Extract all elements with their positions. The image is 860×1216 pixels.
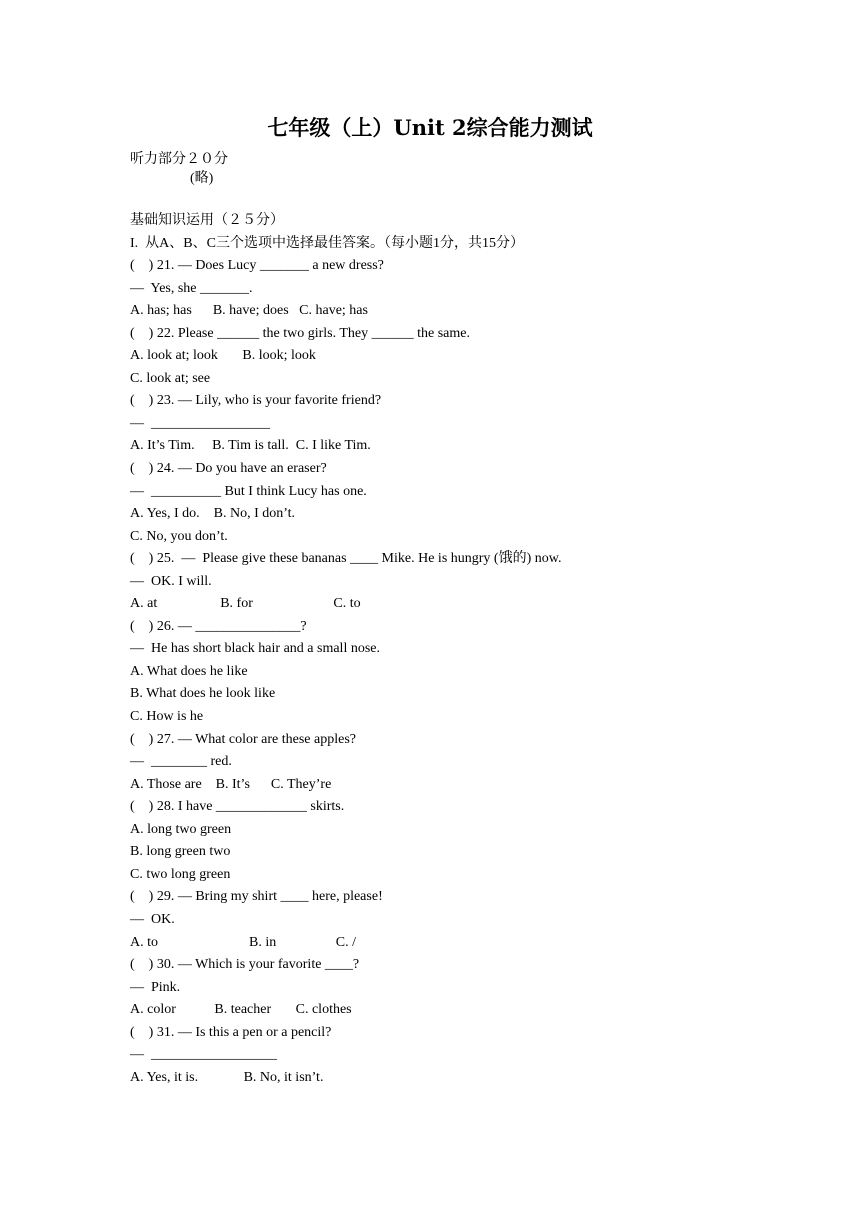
question-reply: — Pink. [130,979,181,995]
question-options: A. Those are B. It’s C. They’re [130,776,332,792]
question-options: B. What does he look like [130,686,276,702]
question [130,323,770,391]
blank-spacer [130,188,770,210]
question-reply: — OK. [130,911,175,927]
question-options: A. Yes, it is. B. No, it isn’t. [130,1069,324,1085]
question-options: A. to B. in C. / [130,934,356,950]
question-options: A. color B. teacher C. clothes [130,1002,352,1018]
question [130,616,770,729]
question-reply: — OK. I will. [130,573,212,589]
question [130,255,770,323]
page-title: 七年级（上）Unit 2综合能力测试 [267,115,593,140]
listening-header: 听力部分２０分 [130,152,228,167]
question-options: A. What does he like [130,663,248,679]
question-reply: — __________ But I think Lucy has one. [130,483,367,499]
question-options: A. at B. for C. to [130,596,361,612]
question-stem: ( ) 22. Please ______ the two girls. They ______ the same. [130,325,470,341]
question-stem: ( ) 21. — Does Lucy _______ a new dress? [130,258,384,274]
question-stem: ( ) 29. — Bring my shirt ____ here, please! [130,889,383,905]
listening-note: (略) [190,171,214,186]
question-stem: ( ) 31. — Is this a pen or a pencil? [130,1024,332,1040]
question [130,548,770,616]
question-reply: — Yes, she _______. [130,280,253,296]
question [130,886,770,954]
question-stem: ( ) 28. I have _____________ skirts. [130,799,345,815]
question [130,458,770,548]
question-stem: ( ) 27. — What color are these apples? [130,731,356,747]
question-reply: — __________________ [130,1047,277,1063]
question-options: A. look at; look B. look; look [130,348,316,364]
question-options: C. look at; see [130,370,211,386]
question [130,954,770,1022]
section-header: 基础知识运用（２５分） [130,213,284,228]
question-options: A. It’s Tim. B. Tim is tall. C. I like Tim. [130,438,371,454]
question-reply: — _________________ [130,415,270,431]
question-reply: — ________ red. [130,754,232,770]
section-instruction: I. 从A、B、C三个选项中选择最佳答案。（每小题1分，共15分） [130,235,524,251]
question-options: B. long green two [130,844,231,860]
question [130,390,770,458]
question-options: A. long two green [130,821,232,837]
question-options: C. No, you don’t. [130,528,228,544]
document-body [130,150,770,1089]
question-options: A. has; has B. have; does C. have; has [130,303,368,319]
question-stem: ( ) 26. — _______________? [130,618,307,634]
question-reply: — He has short black hair and a small nose. [130,641,380,657]
question-stem: ( ) 24. — Do you have an eraser? [130,461,327,477]
question-options: C. How is he [130,709,204,725]
question-stem: ( ) 23. — Lily, who is your favorite friend? [130,393,382,409]
question [130,729,770,797]
question [130,1022,770,1090]
question-options: A. Yes, I do. B. No, I don’t. [130,506,296,522]
question [130,796,770,886]
question-options: C. two long green [130,866,231,882]
question-stem: ( ) 25. — Please give these bananas ____ Mike. He is hungry (饿的) now. [130,551,562,567]
question-stem: ( ) 30. — Which is your favorite ____? [130,957,360,973]
